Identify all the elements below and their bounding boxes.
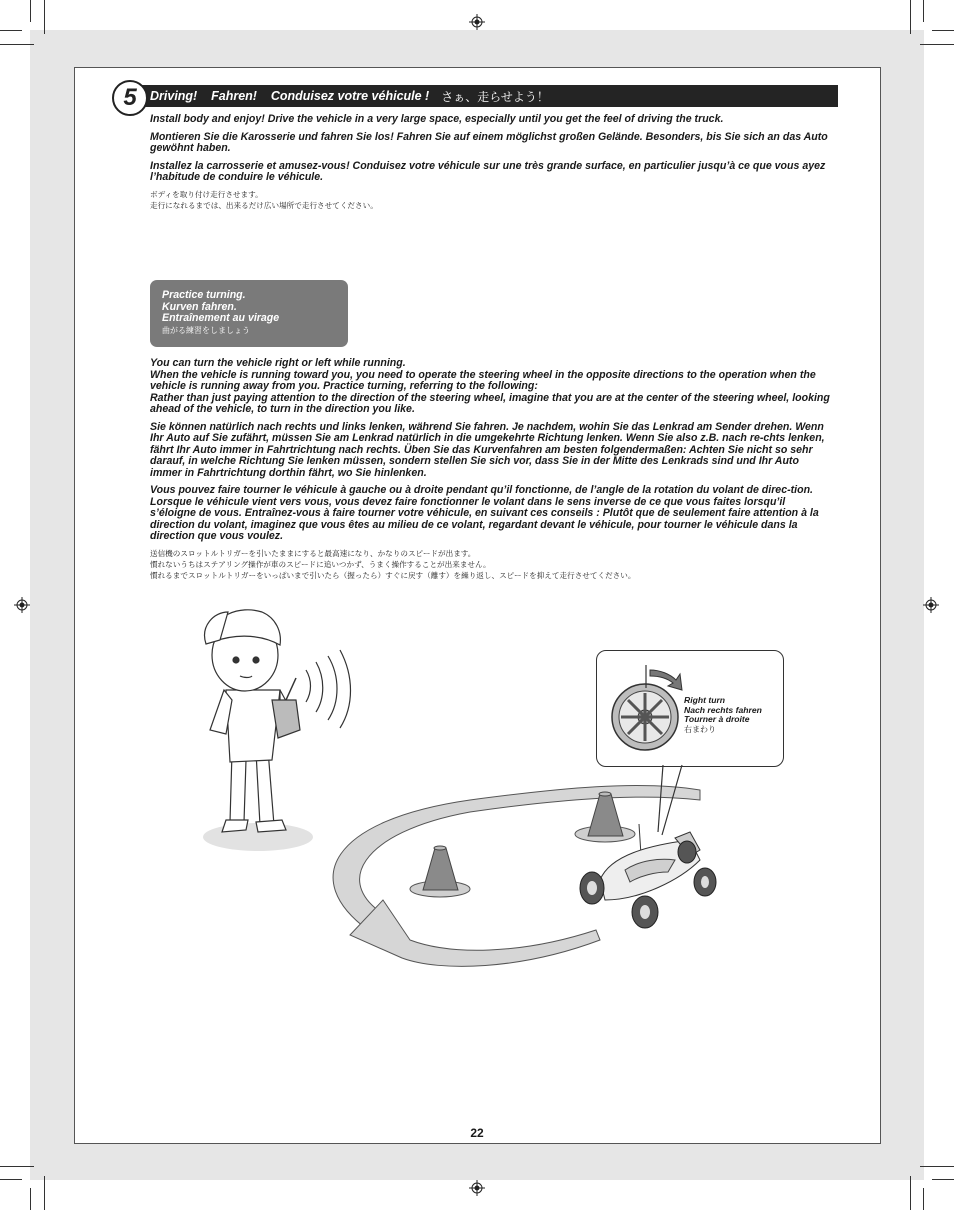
- step-title-jp: さぁ、走らせよう！: [441, 89, 549, 104]
- step-number-badge: [112, 80, 148, 116]
- practice-label-jp: 曲がる練習をしましょう: [162, 325, 250, 335]
- turning-text-fr: Vous pouvez faire tourner le véhicule à gauche ou à droite pendant qu’il fonctionne, de l’angle de la rotation du volant de direc-tion. Lorsque le véhicule vient vers vous, vous devez faire fonctionner le volant dans le sens inverse de ce que vous faites lorsqu’il s’éloigne de vous. Entraînez-vous à faire tourner votre véhicule, en suivant ces conseils : Plutôt que de seulement faire attention à la direction du volant, imaginez que vous êtes au milieu de ce volant, regardant devant le véhicule, pour tourner le véhicule dans la direction que vous voulez.: [150, 484, 819, 542]
- turning-text-jp-2: 慣れないうちはステアリング操作が車のスピードに追いつかず、うまく操作することが出来ません。: [150, 559, 491, 569]
- right-turn-label-de: Nach rechts fahren: [684, 704, 762, 715]
- boy-with-transmitter-icon: [205, 610, 300, 832]
- right-turn-label-en: Right turn: [684, 695, 726, 705]
- callout-pointer: [662, 765, 682, 835]
- page-number: 22: [470, 1126, 484, 1140]
- step-title: Driving! Fahren! Conduisez votre véhicule !: [150, 89, 430, 103]
- right-turn-label-jp: 右まわり: [684, 724, 716, 734]
- callout-pointer: [658, 765, 663, 832]
- intro-text-jp-2: 走行になれるまでは、出来るだけ広い場所で走行させてください。: [150, 200, 378, 210]
- intro-text-fr: Installez la carrosserie et amusez-vous! Conduisez votre véhicule sur une très grande surface, en particulier jusqu’à ce que vous ayez l’habitude de conduire le véhicule.: [150, 159, 826, 183]
- turning-text-en: You can turn the vehicle right or left while running. When the vehicle is running toward you, you need to operate the steering wheel in the opposite directions to the operation when the vehicle is running away from you. Practice turning, referring to the following: Rather than just paying attention to the direction of the steering wheel, imagine that you are at the center of the steering wheel, looking ahead of the vehicle, to turn in the direction you like.: [150, 357, 830, 415]
- step-number: 5: [123, 84, 137, 111]
- intro-text-de: Montieren Sie die Karosserie und fahren Sie los! Fahren Sie auf einem möglichst großen Gelände. Besonders, bis Sie sich an das Auto gewöhnt haben.: [150, 130, 828, 154]
- steering-wheel-icon: [612, 665, 682, 750]
- practice-label-en: Practice turning.: [162, 289, 246, 301]
- traffic-cone-icon: [410, 846, 470, 897]
- turning-text-jp-3: 慣れるまでスロットルトリガーをいっぱいまで引いたら（握ったら）すぐに戻す（離す）を繰り返し、スピードを抑えて走行させてください。: [150, 570, 636, 580]
- practice-label-fr: Entraînement au virage: [162, 312, 280, 324]
- turning-text-jp-1: 送信機のスロットルトリガーを引いたままにすると最高速になり、かなりのスピードが出ます。: [150, 548, 476, 558]
- step-title-bar: [130, 85, 838, 107]
- practice-label-de: Kurven fahren.: [162, 300, 237, 313]
- intro-text-jp-1: ボディを取り付け走行させます。: [150, 189, 263, 199]
- turning-text-de: Sie können natürlich nach rechts und links lenken, während Sie fahren. Je nachdem, wohin Sie das Lenkrad am Sender drehen. Wenn Ihr Auto auf Sie zufährt, müssen Sie am Lenkrad natürlich in die umgekehrte Richtung lenken. Wenn Sie also z.B. nach re-chts lenken, fährt Ihr Auto immer in Fahrtrichtung nach rechts. Üben Sie das Kurvenfahren am besten folgendermaßen: Achten Sie nicht so sehr darauf, in welche Richtung Sie lenken müssen, sondern stellen Sie sich vor, dass Sie in der Mitte des Lenkrads sind und Ihr Auto immer in Fahrtrichtung dorthin fährt, wo Sie hinlenken.: [150, 420, 825, 479]
- intro-text-en: Install body and enjoy! Drive the vehicle in a very large space, especially until you get the feel of driving the truck.: [150, 113, 724, 125]
- right-turn-label-fr: Tourner à droite: [684, 714, 750, 724]
- radio-signal-icon: [306, 650, 351, 728]
- right-turn-label: [684, 696, 784, 734]
